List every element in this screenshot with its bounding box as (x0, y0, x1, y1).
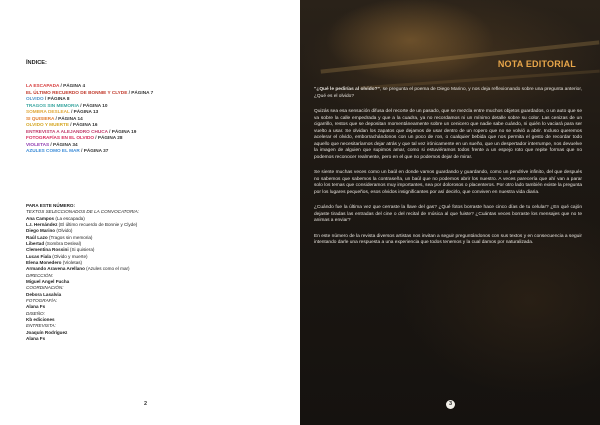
page-number-right: 3 (446, 400, 455, 409)
credit-detail: (Azules como el mar) (84, 266, 130, 272)
editorial-paragraph (314, 170, 582, 196)
editorial-quote: “¿Qué le pedirías al olvido?” (314, 87, 380, 92)
credit-detail: DISEÑO: (26, 310, 45, 316)
toc-item-title: LA ESCAPADA (26, 83, 60, 89)
editorial-text: , se pregunta el poema de Diego Marino, y nos deja reflexionando sobre una pregunta anterior, ¿Qué es el olvido? (314, 87, 582, 99)
toc-item-page: / PÁGINA 16 (68, 122, 98, 128)
toc-item-title: OLVIDO (26, 96, 44, 102)
toc-item-title: VIOLETAS (26, 141, 50, 147)
credit-detail: (Violetas) (61, 260, 83, 265)
editorial-paragraph (314, 234, 582, 247)
editorial-title: NOTA EDITORIAL (497, 59, 576, 69)
credit-name: Diego Marino (26, 228, 56, 234)
credit-detail: TEXTOS SELECCIONADOS DE LA CONVOCATORIA: (26, 209, 139, 215)
page-number-left: 2 (144, 401, 148, 407)
credit-name: Raúl Lazo (26, 234, 48, 240)
credit-detail: (Si quisiera) (68, 247, 95, 253)
credit-detail: (Olvido y muerte) (51, 253, 88, 259)
credit-name: Ana Campos (26, 215, 55, 221)
credits (26, 203, 276, 343)
credit-name: L.I. Hernández (26, 221, 58, 227)
toc-item-page: / PÁGINA 34 (49, 141, 78, 147)
credit-name: Libertad (26, 240, 45, 246)
credit-name: Clementina Rossini (26, 247, 69, 253)
toc-item-page: / PÁGINA 28 (93, 135, 123, 141)
toc-item-page: / PÁGINA 37 (79, 148, 109, 154)
credit-name: Alana Fs (26, 336, 46, 342)
credit-detail: ENTREVISTA: (26, 323, 56, 329)
credit-detail: (Sombra Desleal) (44, 240, 82, 246)
toc-item-title: AZULES COMO EL MAR (26, 148, 80, 154)
toc-item-page: / PÁGINA 10 (78, 102, 108, 108)
credit-detail: DIRECCIÓN: (26, 272, 54, 278)
toc-item-title: SOMBRA DESLEAL (26, 109, 70, 115)
credit-name: Lucas Fiala (26, 253, 52, 259)
credit-line (26, 336, 276, 342)
toc-item-title: SI QUISIERA (26, 115, 55, 121)
right-page (300, 0, 600, 425)
toc-item-title: FOTOGRAFÍAS EN EL OLVIDO (26, 135, 94, 141)
toc-item-title: ENTREVISTA A ALEJANDRO CHUCA (26, 128, 108, 134)
editorial-text: ¿Cuándo fue la última vez que cerraste la llave del gas? ¿Qué fotos borraste hace cinco días de tu celular? ¿En qué cajón dejaste tiradas las entradas del cine o del recital de música al que fuiste? ¿Cuántas veces borraste los mensajes que no te animas a enviar? (314, 205, 582, 223)
editorial-text: En este número de la revista diversos artistas nos invitan a seguir preguntándonos con sus textos y en consecuencia a seguir intentando darle una respuesta a una experiencia que todos tenemos y la cual damos por naturalizada. (314, 233, 582, 245)
credit-detail: FOTOGRAFÍA: (26, 298, 58, 304)
toc-item-page: / PÁGINA 7 (127, 89, 154, 95)
credit-detail: (El último recuerdo de Bonnie y Clyde) (57, 221, 138, 227)
toc-item-page: / PÁGINA 8 (43, 96, 70, 102)
table-of-contents (26, 83, 276, 155)
credit-name: PARA ESTE NÚMERO: (26, 202, 76, 208)
credit-detail: (Olvido) (55, 228, 73, 234)
toc-item-title: OLVIDO Y MUERTE (26, 122, 69, 128)
toc-item-page: / PÁGINA 19 (107, 128, 137, 134)
editorial-text: Quizás sea esa sensación difusa del recorte de un pasado, que se mezcla entre muchos objetos guardados, o un auto que se va sobre la calle empedrada y que a la cuadra, ya no recordamos ni un mínimo detalle sobre su color. Las cenizas de un cigarrillo, restos que se depositan momentáneamente sobre un cenicero que nadie sabe cuándo, ni quién lo vaciará para ser vuelto a usar. Se olvidan los zapatos que dejamos de usar dentro de un ropero que no se volvió a abrir. Incluso queremos acelerar el olvido, emborrachándonos con un poco de ron, o cualquier bebida que nos permita el gesto de recordar todo aquello que necesitaríamos dejar atrás y que tal vez irónicamente en un sueño, que un despertador interrumpe, nos devuelve la imagen de alguien que supimos amar, como si estuviéramos todos frente a un espejo roto que repite formas que no podemos reconocer realmente, pero en el que no podemos dejar de mirar. (314, 109, 582, 160)
index-title: ÍNDICE: (26, 60, 47, 66)
credit-name: Joaquín Rodríguez (26, 329, 68, 335)
toc-item-title: EL ÚLTIMO RECUERDO DE BONNIE Y CLYDE (26, 89, 128, 95)
editorial-paragraph (314, 205, 582, 225)
toc-item-page: / PÁGINA 4 (59, 83, 86, 89)
toc-item-page: / PÁGINA 14 (54, 115, 83, 121)
credit-name: Kb ediciones (26, 317, 55, 323)
toc-item-page: / PÁGINA 13 (69, 109, 99, 115)
credit-name: Alana Fs (26, 304, 46, 310)
credit-name: Armando Aravena Arellano (26, 266, 85, 272)
editorial-paragraph (314, 87, 582, 100)
credit-detail: (La escapada) (54, 215, 85, 221)
editorial-paragraph (314, 109, 582, 161)
toc-item-title: TRAGOS SIN MEMORIA (26, 102, 79, 108)
editorial-body (314, 87, 582, 256)
credit-detail: COORDINACIÓN: (26, 285, 64, 291)
toc-item (26, 148, 276, 155)
credit-detail: (Tragos sin memoria) (47, 234, 93, 240)
credit-name: Debora Lasalvia (26, 291, 62, 297)
credit-name: Miguel Angel Fucha (26, 279, 70, 285)
editorial-text: Se siente muchas veces como un baúl en donde vamos guardando y guardando, como un pendrive infinito, del que después no sabemos que sabemos la contraseña, un baúl que no podemos abrir los nuestro. A veces parecería que ahí van a parar solo los temas que consideramos muy importantes, sea por dolorosos o placenteros. Por otro lado también existe la pregunta por los lugares pequeños, esos olvidos insignificantes por así decirlo, que conviven en nuestra vida diaria. (314, 170, 582, 195)
credit-name: Elena Monedero (26, 260, 62, 265)
left-page-content (26, 60, 276, 342)
